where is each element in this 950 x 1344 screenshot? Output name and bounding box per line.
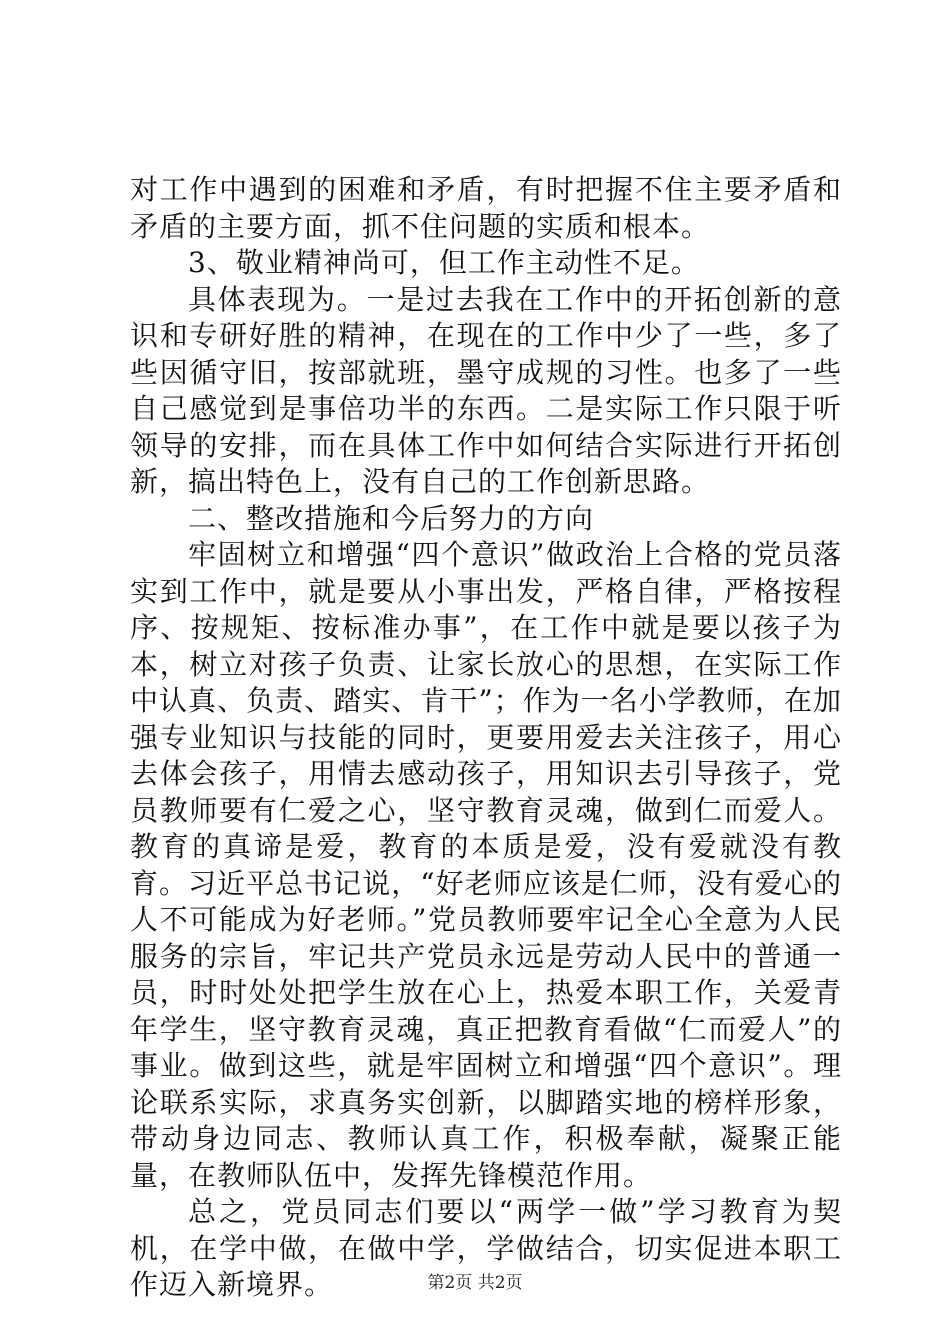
paragraph-four-consciousness: 牢固树立和增强“四个意识”做政治上合格的党员落实到工作中，就是要从小事出发，严格自律，严格按程序、按规矩、按标准办事”，在工作中就是要以孩子为本，树立对孩子负责、让家长放心的思想，在实际工作中认真、负责、踏实、肯干”；作为一名小学教师，在加强专业知识与技能的同时，更要用爱去关注孩子，用心去体会孩子，用情去感动孩子，用知识去引导孩子，党员教师要有仁爱之心，坚守教育灵魂，做到仁而爱人。教育的真谛是爱，教育的本质是爱，没有爱就没有教育。习近平总书记说，“好老师应该是仁师，没有爱心的人不可能成为好老师。”党员教师要牢记全心全意为人民服务的宗旨，牢记共产党员永远是劳动人民中的普通一员，时时处处把学生放在心上，热爱本职工作，关爱青年学生，坚守教育灵魂，真正把教育看做“仁而爱人”的事业。做到这些，就是牢固树立和增强“四个意识”。理论联系实际，求真务实创新，以脚踏实地的榜样形象，带动身边同志、教师认真工作，积极奉献，凝聚正能量，在教师队伍中，发挥先锋模范作用。 [130,538,842,1192]
page-number-footer: 第2页 共2页 [427,1273,523,1293]
section-heading-rectification: 二、整改措施和今后努力的方向 [188,501,595,535]
document-body [130,172,842,1304]
paragraph-conclusion: 总之，党员同志们要以“两学一做”学习教育为契机，在学中做，在做中学，学做结合，切实促进本职工作迈入新境界。 [130,1195,842,1301]
paragraph-continuation: 对工作中遇到的困难和矛盾，有时把握不住主要矛盾和矛盾的主要方面，抓不住问题的实质和根本。 [130,173,842,243]
paragraph-item-3-heading: 3、敬业精神尚可，但工作主动性不足。 [188,246,700,279]
paragraph-specific-performance: 具体表现为。一是过去我在工作中的开拓创新的意识和专研好胜的精神，在现在的工作中少了一些，多了些因循守旧，按部就班，墨守成规的习性。也多了一些自己感觉到是事倍功半的东西。二是实际工作只限于听领导的安排，而在具体工作中如何结合实际进行开拓创新，搞出特色上，没有自己的工作创新思路。 [130,282,842,498]
